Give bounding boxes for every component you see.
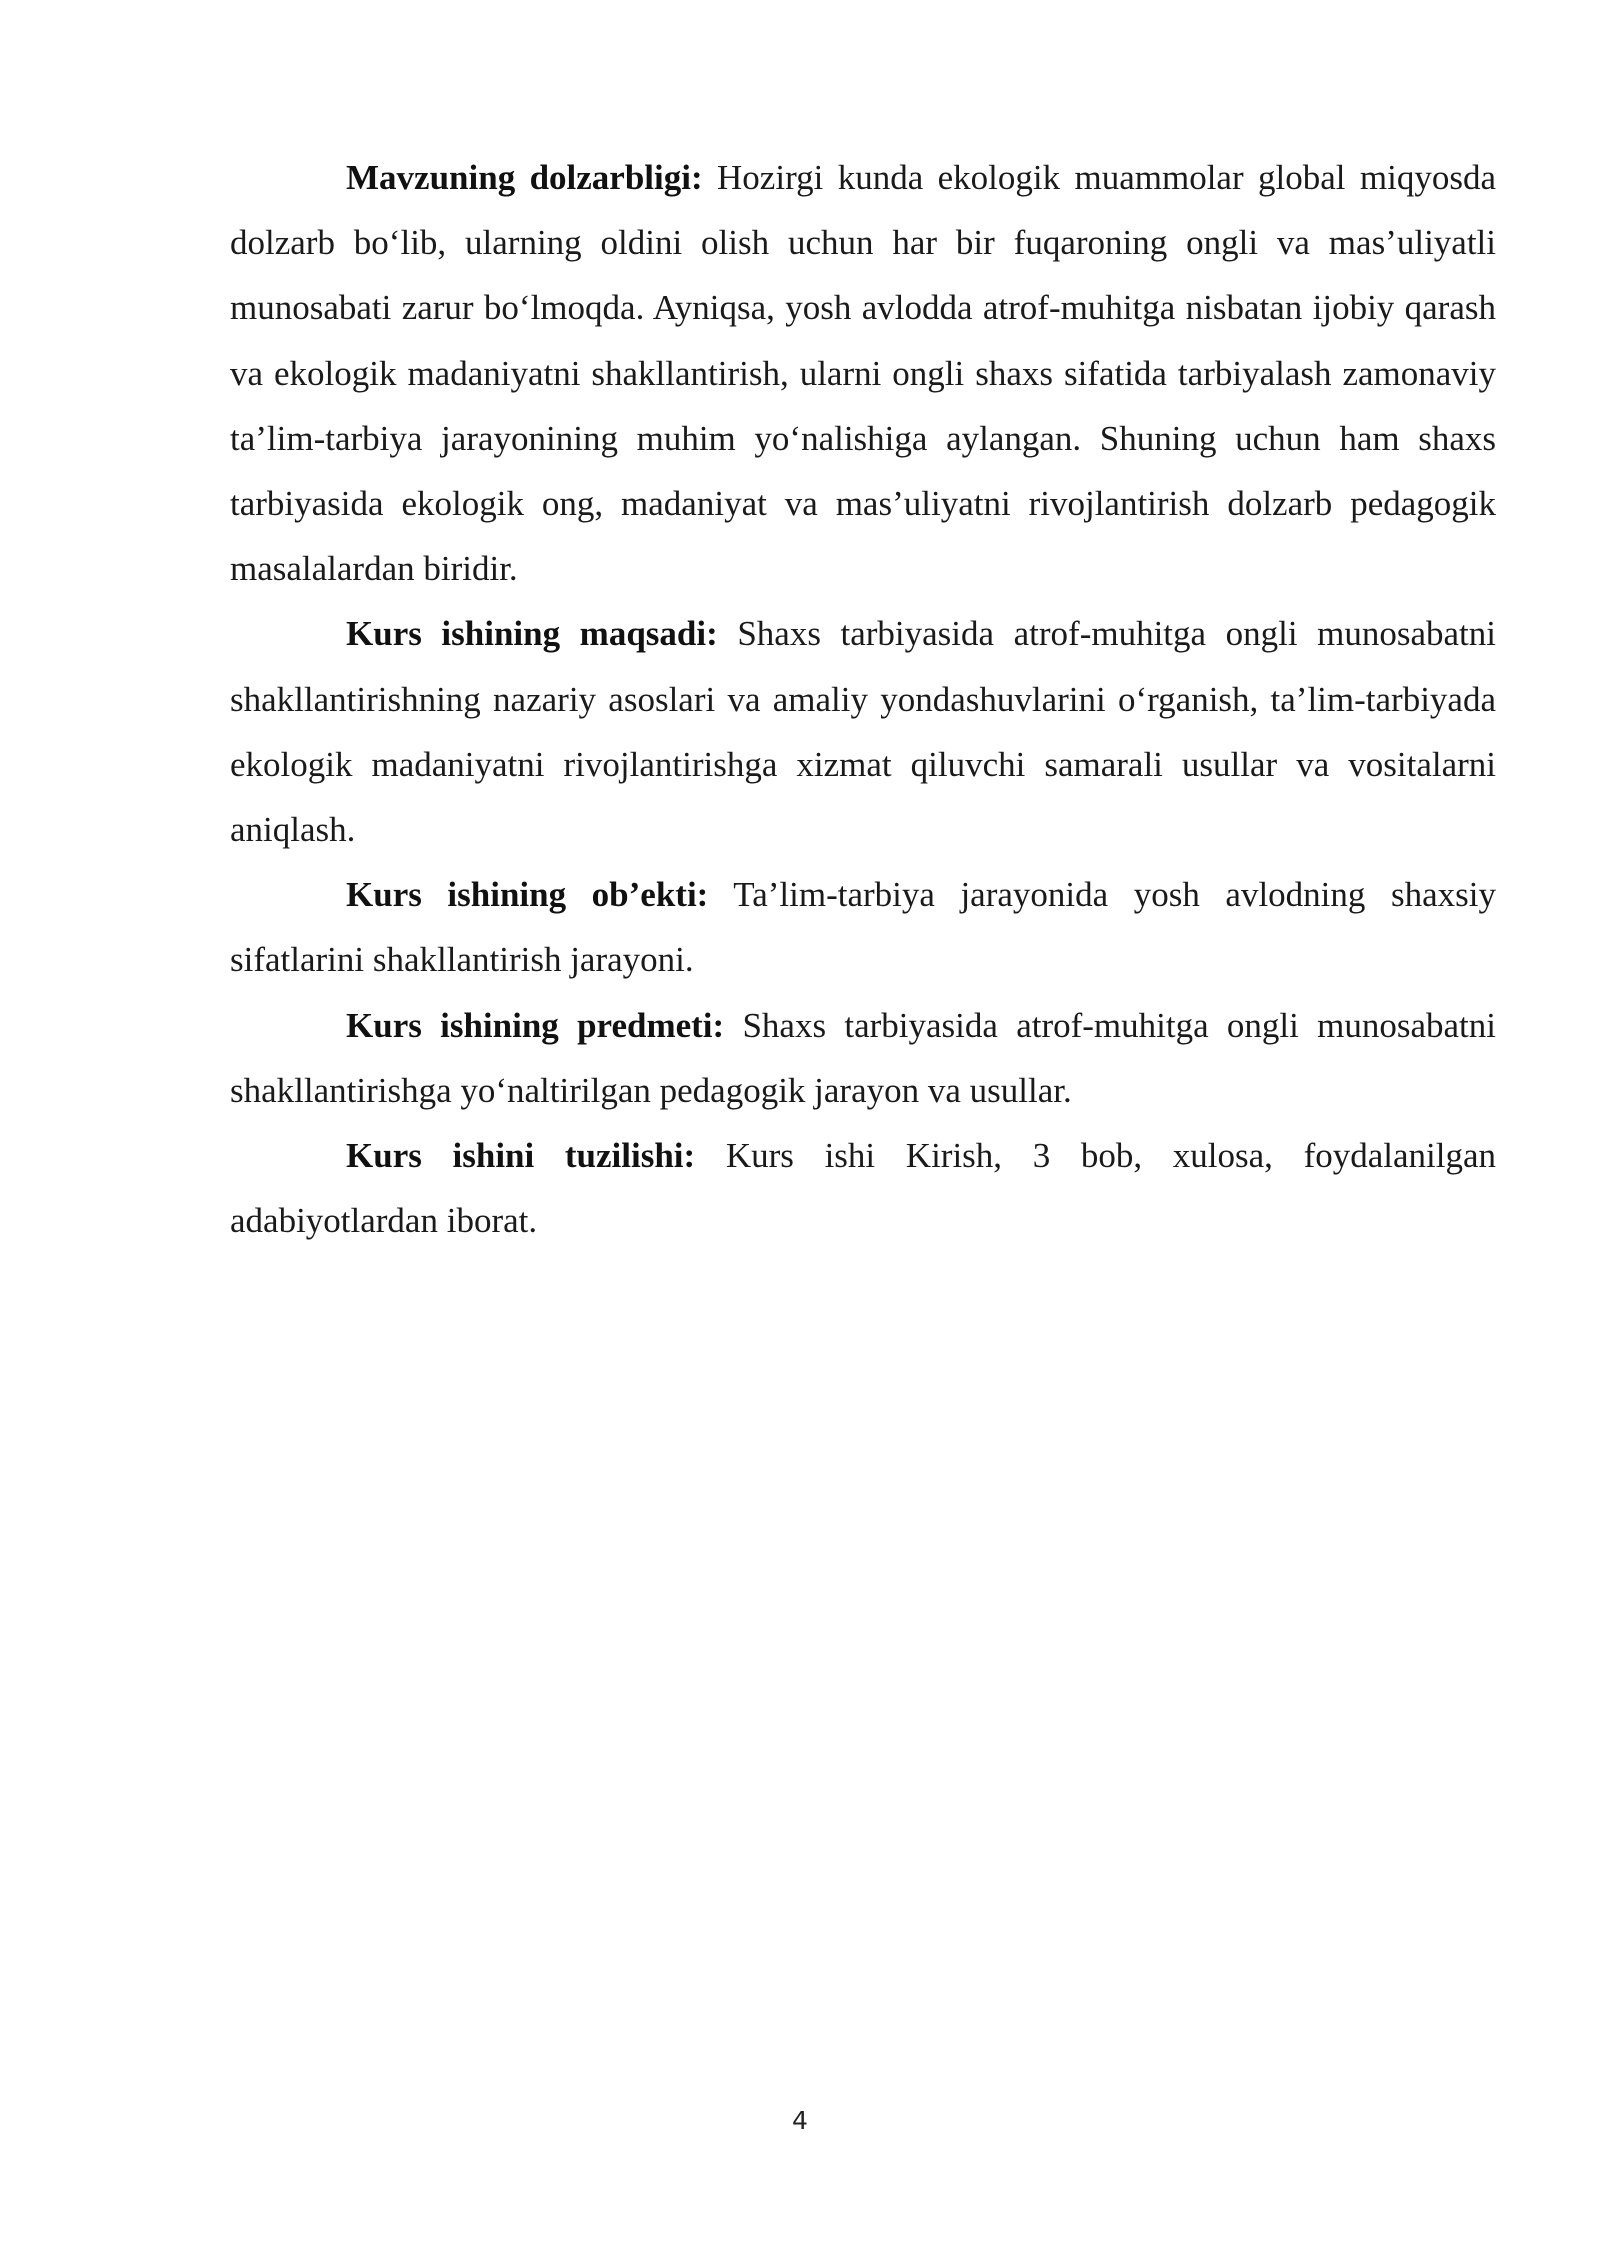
paragraph-term: Kurs ishining predmeti: xyxy=(346,1005,725,1045)
page-number: 4 xyxy=(792,2106,808,2135)
paragraph-text: Ta’lim-tarbiya jarayonida yosh avlodning shaxsiy sifatlarini shakllantirish jarayoni. xyxy=(230,875,1496,980)
paragraph-term: Kurs ishining maqsadi: xyxy=(346,614,718,654)
paragraph-text: Shaxs tarbiyasida atrof-muhitga ongli munosabatni shakllantirishning nazariy asoslari va amaliy yondashuvlarini oʻrganish, ta’lim-tarbiyada ekologik madaniyatni rivojlantirishga xizmat qiluvchi samarali usullar va vositalarni aniqlash. xyxy=(230,614,1497,850)
paragraph-text: Shaxs tarbiyasida atrof-muhitga ongli munosabatni shakllantirishga yoʻnaltirilgan pedagogik jarayon va usullar. xyxy=(230,1005,1496,1110)
paragraph-text: Kurs ishi Kirish, 3 bob, xulosa, foydalanilgan adabiyotlardan iborat. xyxy=(230,1136,1496,1241)
paragraph-goal xyxy=(230,601,1496,862)
paragraph-term: Kurs ishini tuzilishi: xyxy=(346,1136,696,1176)
paragraph-object xyxy=(230,862,1496,992)
paragraph-structure xyxy=(230,1123,1496,1253)
paragraph-term: Kurs ishining ob’ekti: xyxy=(346,875,709,915)
paragraph-text: Hozirgi kunda ekologik muammolar global miqyosda dolzarb boʻlib, ularning oldini olish uchun har bir fuqaroning ongli va mas’uliyatli munosabati zarur boʻlmoqda. Ayniqsa, yosh avlodda atrof-muhitga nisbatan ijobiy qarash va ekologik madaniyatni shakllantirish, ularni ongli shaxs sifatida tarbiyalash zamonaviy ta’lim-tarbiya jarayonining muhim yoʻnalishiga aylangan. Shuning uchun ham shaxs tarbiyasida ekologik ong, madaniyat va mas’uliyatni rivojlantirish dolzarb pedagogik masalalardan biridir. xyxy=(230,158,1496,589)
paragraph-term: Mavzuning dolzarbligi: xyxy=(346,158,703,197)
paragraph-relevance xyxy=(230,145,1496,601)
paragraph-subject xyxy=(230,993,1496,1123)
document-body xyxy=(230,145,1496,1253)
